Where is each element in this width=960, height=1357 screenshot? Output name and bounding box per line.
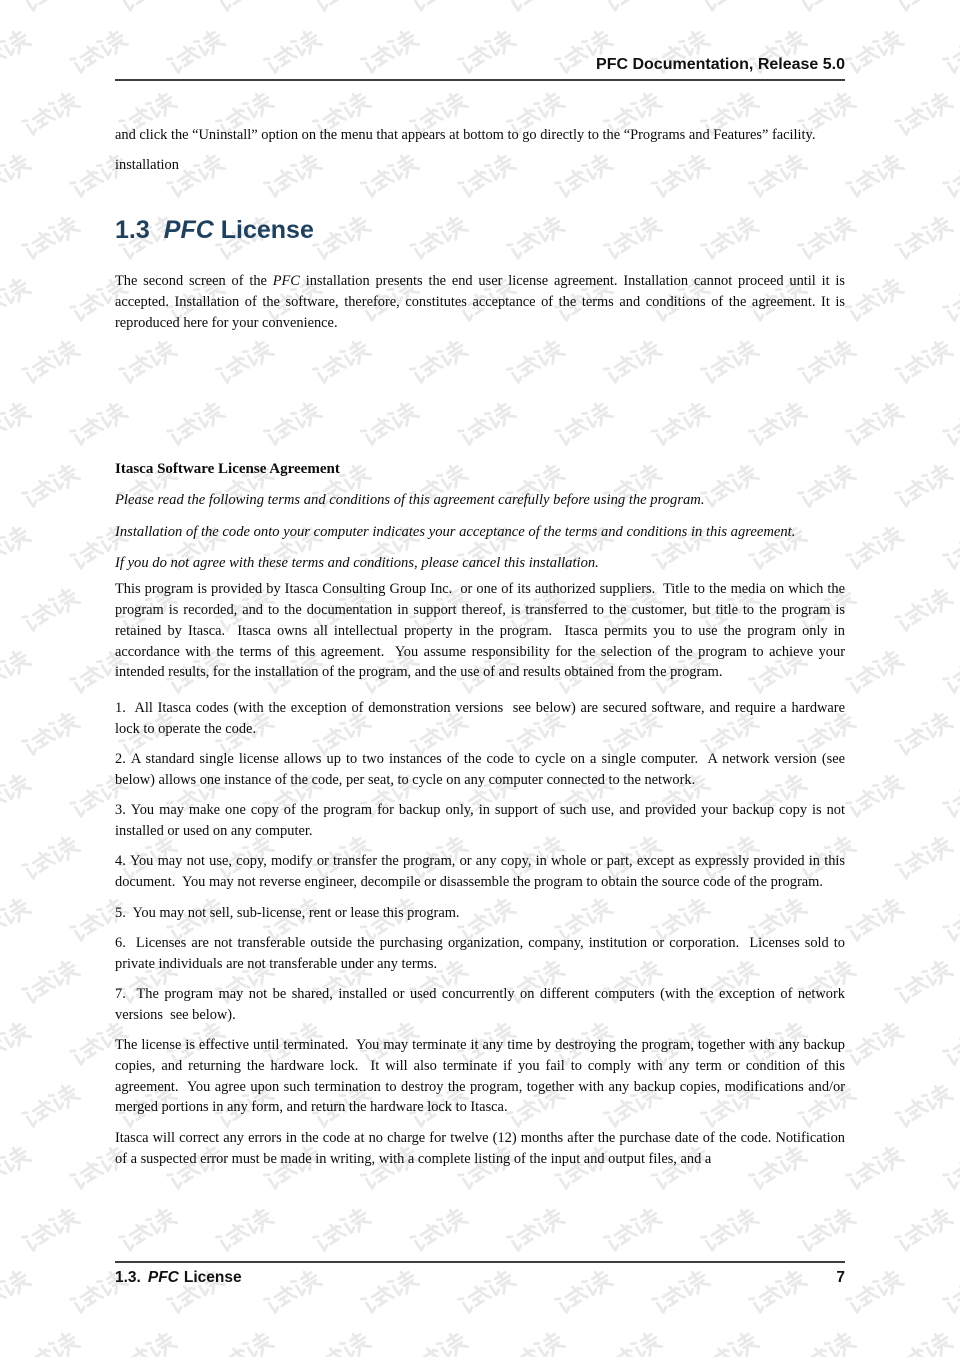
footer-section-product: PFC	[147, 1269, 179, 1286]
license-notice-1: Please read the following terms and conditions of this agreement carefully before using the program.	[115, 491, 705, 508]
license-item-4: 4. You may not use, copy, modify or transfer the program, or any copy, in whole or part, except as expressly provided in this document. You may not reverse engineer, decompile or disassemble the program to obtain the source code of the program.	[115, 853, 845, 891]
intro-text-before: The second screen of the	[115, 273, 273, 290]
header-rule	[115, 79, 845, 81]
section-title-rest: License	[220, 216, 314, 245]
section-intro-paragraph	[115, 271, 845, 333]
license-intro-paragraph: This program is provided by Itasca Consulting Group Inc. or one of its authorized suppliers. Title to the media on which the program is recorded, and to the documentation in support thereof, is transferred to the customer, but title to the program is retained by Itasca. Itasca owns all intellectual property in the program. Itasca permits you to use the program only in accordance with the terms of this agreement. You assume responsibility for the selection of the program to achieve your intended results, for the installation of the program, and the use of and results obtained from the program.	[115, 581, 845, 681]
page-header	[115, 0, 845, 74]
license-title: Itasca Software License Agreement	[115, 461, 340, 478]
license-notice-3: If you do not agree with these terms and conditions, please cancel this installation.	[115, 555, 599, 572]
footer-page-number: 7	[836, 1269, 845, 1286]
license-item-5: 5. You may not sell, sub-license, rent or lease this program.	[115, 904, 460, 921]
license-item-6: 6. Licenses are not transferable outside the purchasing organization, company, institution or corporation. Licenses sold to private individuals are not transferable under any terms.	[115, 934, 845, 972]
license-item-2: 2. A standard single license allows up to two instances of the code to cycle on a single computer. A network version (see below) allows one instance of the code, per seat, to cycle on any computer connected to the network.	[115, 751, 845, 789]
page-footer	[115, 1261, 845, 1287]
section-title-product: PFC	[163, 216, 214, 245]
section-number: 1.3	[115, 216, 150, 245]
paragraph-installation: installation	[115, 157, 179, 174]
footer-section-number: 1.3.	[115, 1269, 141, 1286]
intro-text-product: PFC	[272, 273, 300, 290]
header-title: PFC Documentation, Release 5.0	[596, 56, 845, 73]
footer-section-title	[115, 1269, 242, 1287]
license-item-1: 1. All Itasca codes (with the exception of demonstration versions see below) are secured software, and require a hardware lock to operate the code.	[115, 700, 845, 737]
license-item-7: 7. The program may not be shared, installed or used concurrently on different computers (with the exception of network versions see below).	[115, 985, 845, 1023]
paragraph-uninstall: and click the “Uninstall” option on the menu that appears at bottom to go directly to the “Programs and Features” facility.	[115, 127, 816, 143]
license-support-paragraph: Itasca will correct any errors in the code at no charge for twelve (12) months after the purchase date of the code. Notification of a suspected error must be made in writing, with a complete listing of the input and output files, and a	[115, 1129, 845, 1167]
section-heading	[115, 216, 845, 244]
license-item-3: 3. You may make one copy of the program for backup only, in support of such use, and provided your backup copy is not installed or used on any computer.	[115, 802, 845, 840]
license-notice-2: Installation of the code onto your computer indicates your acceptance of the terms and conditions in this agreement.	[115, 523, 796, 540]
license-termination-paragraph: The license is effective until terminated. You may terminate it any time by destroying the program, together with any backup copies, and returning the hardware lock. It will also terminate if you fail to comply with any term or condition of this agreement. You agree upon such termination to destroy the program, together with any backup copies, modifications and/or merged portions in any form, and return the hardware lock to Itasca.	[115, 1037, 845, 1116]
footer-section-rest: License	[183, 1269, 242, 1286]
intro-text-after: installation presents the end user license agreement. Installation cannot proceed until it is accepted. Installation of the software, therefore, constitutes acceptance of the terms and conditions of the agreement. It is reproduced here for your convenience.	[115, 273, 845, 331]
